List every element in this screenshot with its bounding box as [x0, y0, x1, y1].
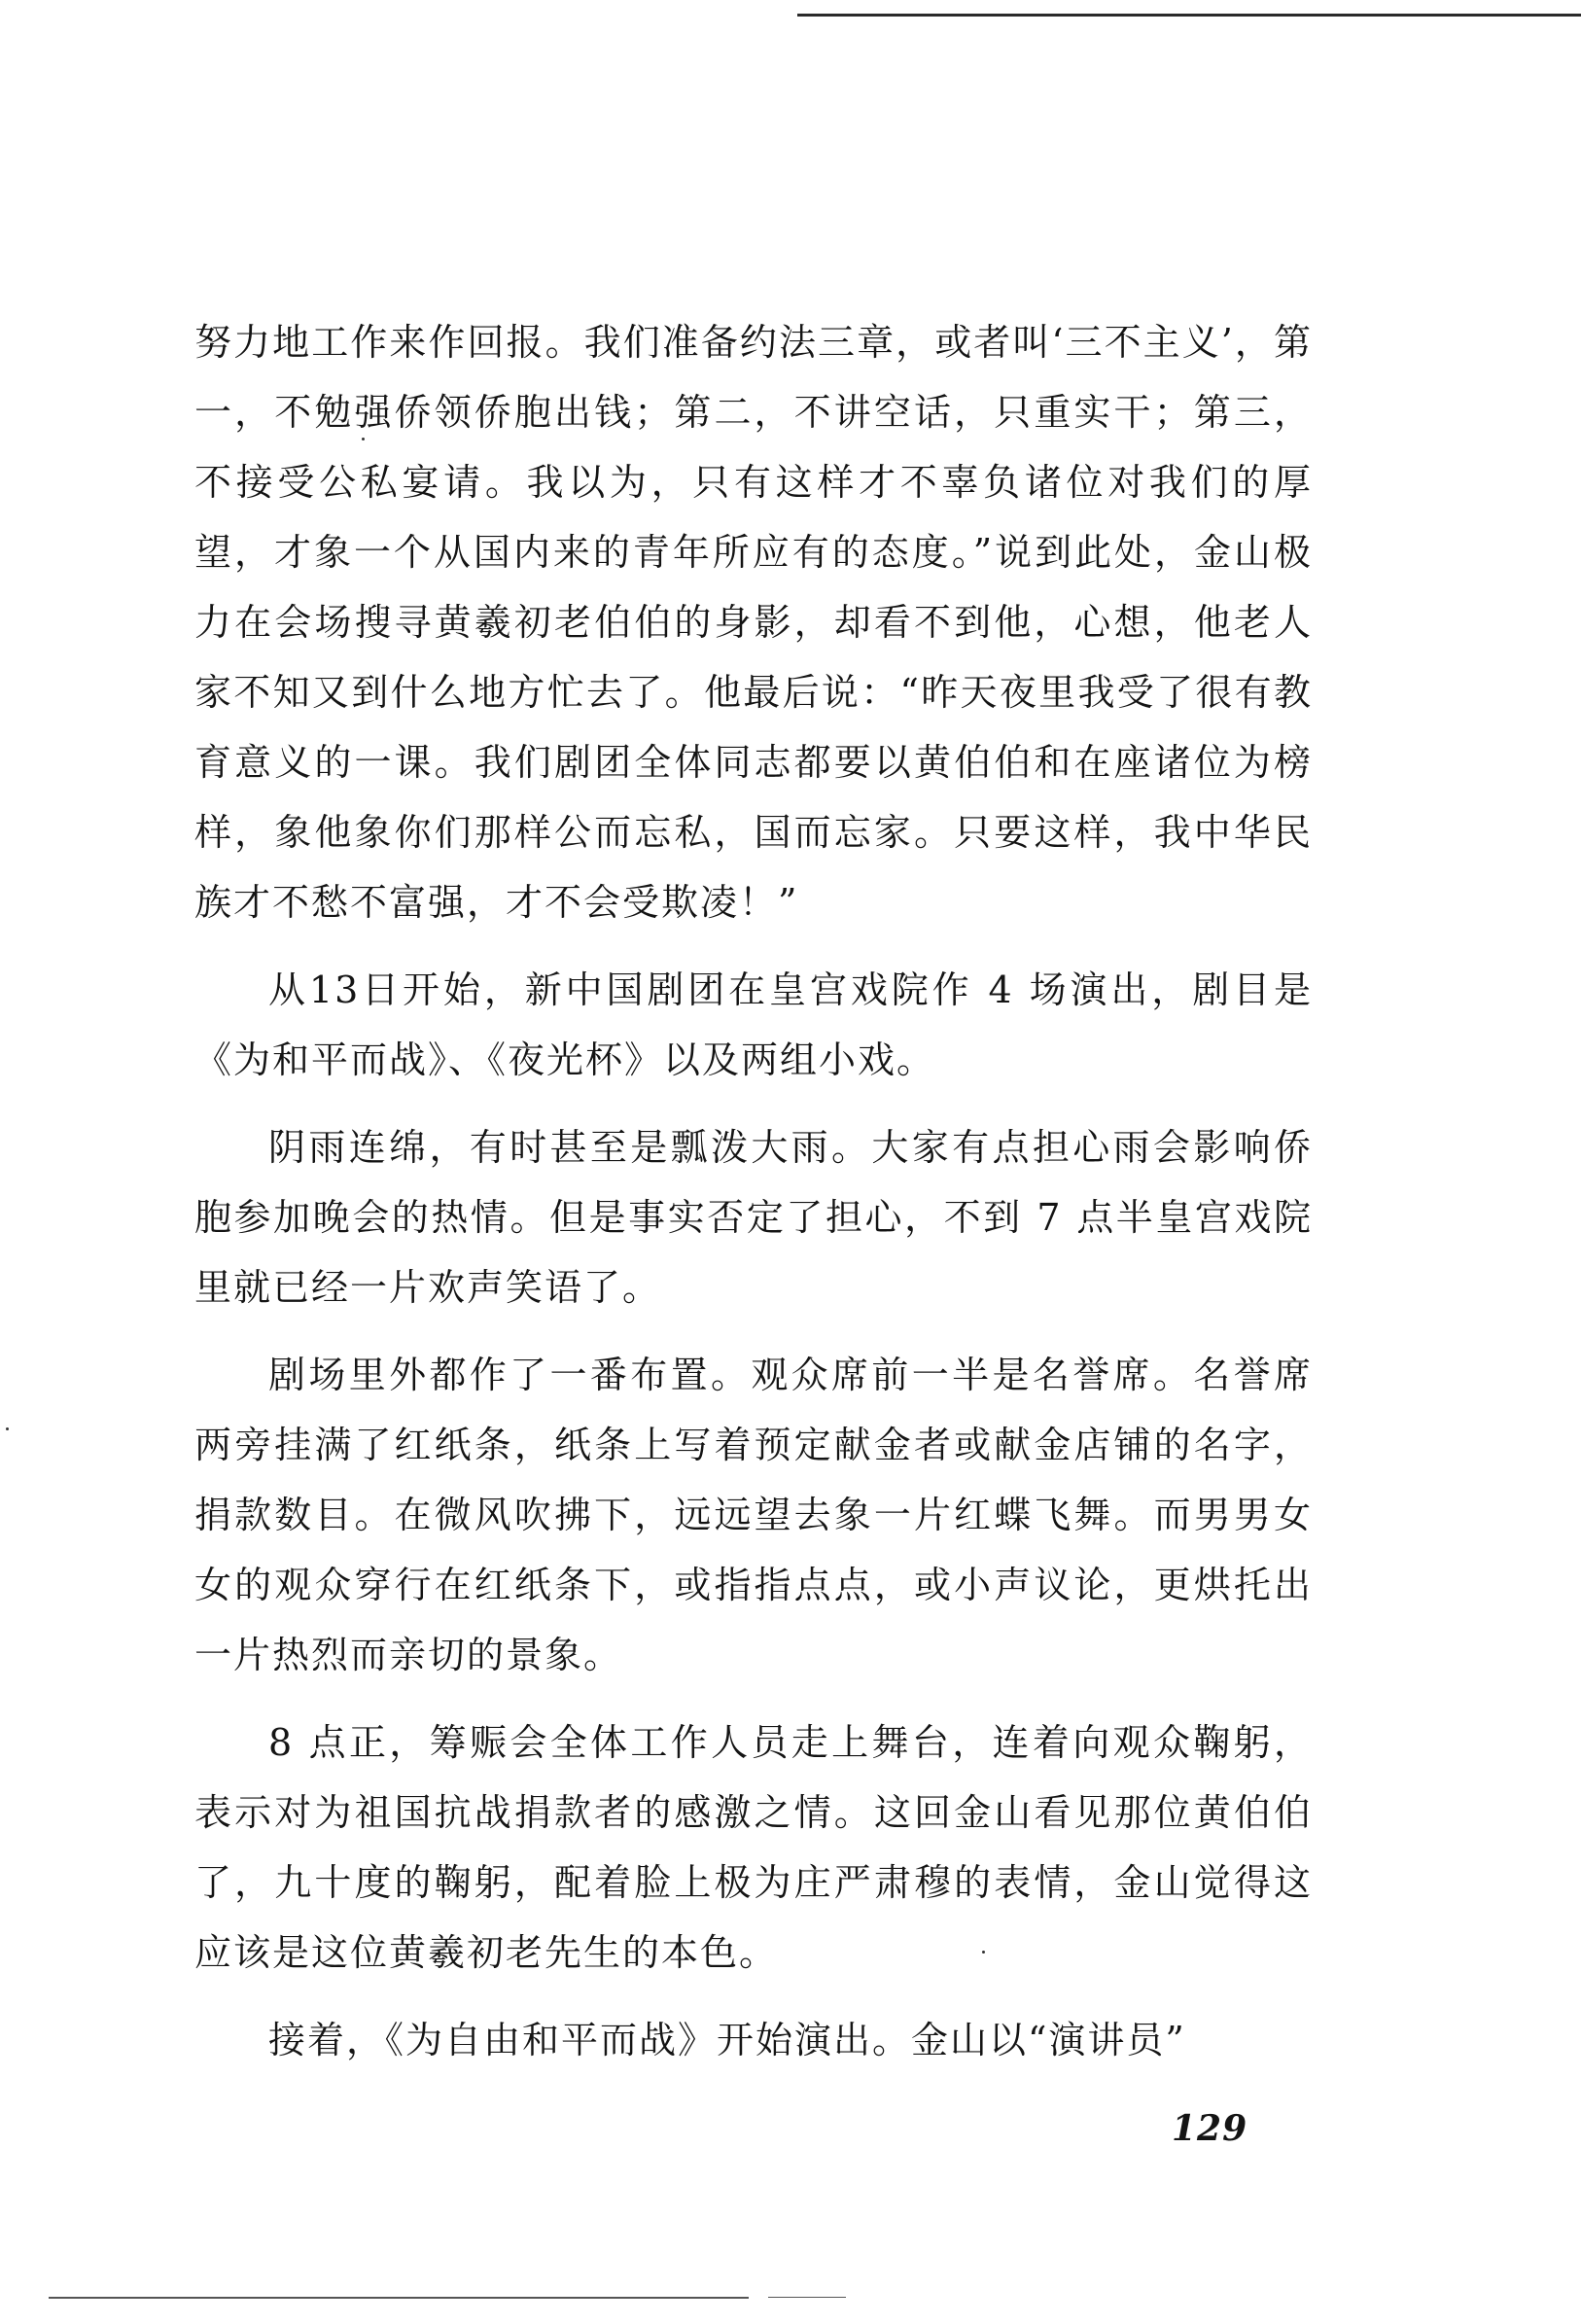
paragraph: 接着，《为自由和平而战》开始演出。金山以“演讲员” [268, 2019, 1186, 2061]
scan-speck [362, 438, 365, 440]
paragraph: 剧场里外都作了一番布置。观众席前一半是名誉席。名誉席两旁挂满了红纸条，纸条上写着预定献金者或献金店铺的名字，捐款数目。在微风吹拂下，远远望去象一片红蝶飞舞。而男男女女的观众穿行在红纸条下，或指指点点，或小声议论，更烘托出一片热烈而亲切的景象。 [194, 1354, 1313, 1676]
paragraph: 8 点正，筹赈会全体工作人员走上舞台，连着向观众鞠躬，表示对为祖国抗战捐款者的感激之情。这回金山看见那位黄伯伯了，九十度的鞠躬，配着脸上极为庄严肃穆的表情，金山觉得这应该是这位黄羲初老先生的本色。 [194, 1721, 1313, 1974]
scan-speck [6, 1427, 9, 1430]
top-scan-rule [797, 14, 1581, 17]
bottom-scan-rule [768, 2297, 846, 2298]
paragraph: 阴雨连绵，有时甚至是瓢泼大雨。大家有点担心雨会影响侨胞参加晚会的热情。但是事实否定了担心，不到 7 点半皇宫戏院里就已经一片欢声笑语了。 [194, 1126, 1313, 1309]
paragraph-continued: 努力地工作来作回报。我们准备约法三章，或者叫‘三不主义’，第一，不勉强侨领侨胞出钱；第二，不讲空话，只重实干；第三，不接受公私宴请。我以为，只有这样才不辜负诸位对我们的厚望，才象一个从国内来的青年所应有的态度。”说到此处，金山极力在会场搜寻黄羲初老伯伯的身影，却看不到他，心想，他老人家不知又到什么地方忙去了。他最后说：“昨天夜里我受了很有教育意义的一课。我们剧团全体同志都要以黄伯伯和在座诸位为榜样，象他象你们那样公而忘私，国而忘家。只要这样，我中华民族才不愁不富强，才不会受欺凌！” [194, 321, 1313, 924]
scan-speck [982, 1951, 985, 1954]
page-number: 129 [1172, 2108, 1248, 2149]
paragraph: 从13日开始，新中国剧团在皇宫戏院作 4 场演出，剧目是《为和平而战》、《夜光杯》以及两组小戏。 [194, 968, 1313, 1081]
page-body [194, 307, 1313, 2075]
bottom-scan-rule [49, 2297, 749, 2299]
